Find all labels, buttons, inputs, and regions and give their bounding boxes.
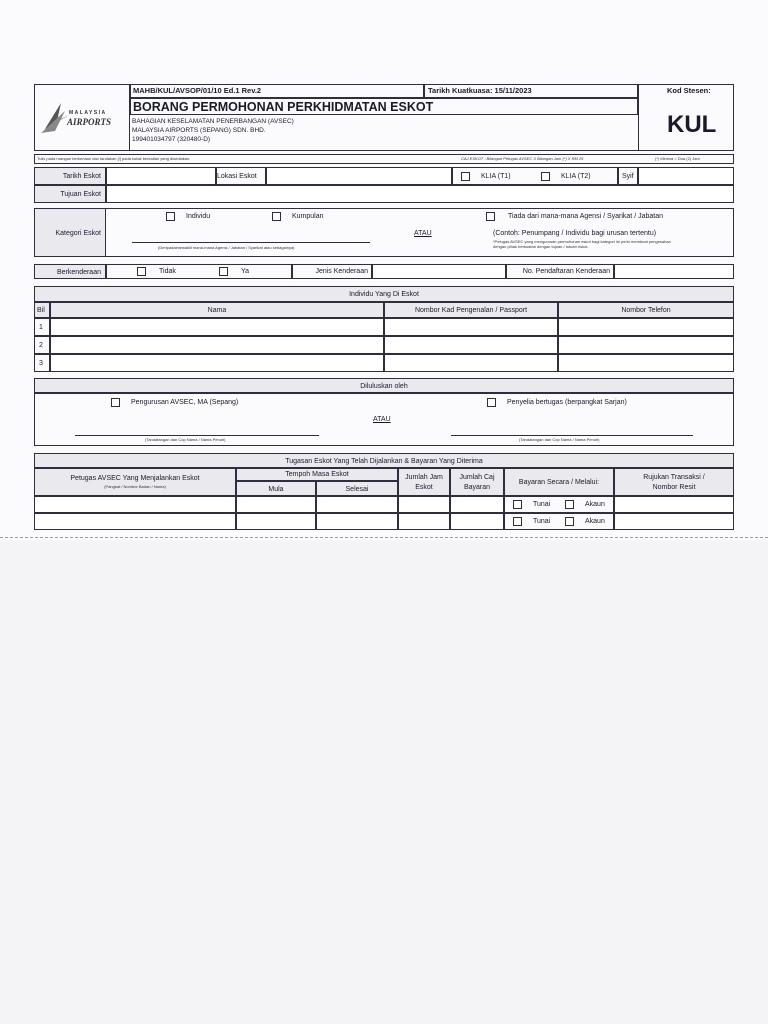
exec-row-2-caj-field[interactable] bbox=[450, 513, 504, 530]
col-jumlah-caj-2: Bayaran bbox=[463, 484, 491, 491]
exec-row-1-tunai-checkbox[interactable] bbox=[513, 500, 522, 509]
no-pendaftaran-label-cell bbox=[506, 264, 614, 279]
exec-row-2-selesai-field[interactable] bbox=[316, 513, 398, 530]
exec-row-1-petugas-field[interactable] bbox=[34, 496, 236, 513]
klia-t1-checkbox[interactable] bbox=[461, 172, 470, 181]
col-selesai-label: Selesai bbox=[345, 486, 369, 493]
signature-line-right[interactable] bbox=[451, 435, 693, 436]
execution-title: Tugasan Eskot Yang Telah Dijalankan & Bayaran Yang Diterima bbox=[285, 458, 483, 465]
col-jumlah-jam bbox=[398, 468, 450, 496]
no-agency-label: Tiada dari mana-mana Agensi / Syarikat / Jabatan bbox=[508, 213, 663, 220]
col-nama-label: Nama bbox=[207, 307, 227, 314]
exec-row-2-mula-field[interactable] bbox=[236, 513, 316, 530]
exec-row-2-rujukan-field[interactable] bbox=[614, 513, 734, 530]
approval-title: Diluluskan oleh bbox=[360, 383, 408, 390]
no-agency-note-2: dengan pihak berkuatan dengan tujuan / tutuan eskot. bbox=[493, 244, 589, 249]
kategori-eskot-label: Kategori Eskot bbox=[55, 230, 101, 237]
individu-label: Individu bbox=[186, 213, 211, 220]
persons-table-title-cell bbox=[34, 286, 734, 302]
kumpulan-checkbox[interactable] bbox=[272, 212, 281, 221]
kategori-eskot-label-cell bbox=[34, 208, 106, 257]
klia-t1-label: KLIA (T1) bbox=[481, 173, 511, 180]
terminal-cell bbox=[452, 167, 618, 185]
station-label: Kod Stesen: bbox=[667, 86, 711, 95]
col-mula bbox=[236, 481, 316, 496]
atau-category: ATAU bbox=[414, 230, 432, 237]
avsec-management-checkbox[interactable] bbox=[111, 398, 120, 407]
doc-ref: MAHB/KUL/AVSOP/01/10 Ed.1 Rev.2 bbox=[133, 86, 262, 95]
tidak-label: Tidak bbox=[159, 268, 176, 275]
effective-date-cell bbox=[424, 84, 638, 98]
col-bayaran-label: Bayaran Secara / Melalui: bbox=[518, 479, 600, 486]
col-rujukan-1: Rujukan Transaksi / bbox=[643, 474, 705, 481]
signature-line-left[interactable] bbox=[75, 435, 319, 436]
row-number: 1 bbox=[39, 324, 43, 331]
exec-row-1-caj-field[interactable] bbox=[450, 496, 504, 513]
department-cell bbox=[130, 115, 638, 151]
exec-row-1-mula-field[interactable] bbox=[236, 496, 316, 513]
row-number: 2 bbox=[39, 342, 43, 349]
col-mula-label: Mula bbox=[268, 486, 284, 493]
exec-row-1-rujukan-field[interactable] bbox=[614, 496, 734, 513]
department-name: BAHAGIAN KESELAMATAN PENERBANGAN (AVSEC) bbox=[132, 118, 294, 125]
persons-table-title: Individu Yang Di Eskot bbox=[349, 291, 419, 298]
tarikh-eskot-label-cell bbox=[34, 167, 106, 185]
execution-title-cell bbox=[34, 453, 734, 468]
table-row-bil bbox=[34, 318, 50, 336]
col-petugas-sub: (Pangkat / Nombor Badan / Nama) bbox=[104, 484, 166, 489]
charge-formula: CAJ ESKOT : Bilangan Petugas AVSEC X Bilangan Jam (*) X RM 25 bbox=[461, 156, 584, 161]
exec-row-1-bayaran bbox=[504, 496, 614, 513]
row-2-tel-field[interactable] bbox=[558, 336, 734, 354]
syif-field[interactable] bbox=[638, 167, 734, 185]
kumpulan-label: Kumpulan bbox=[292, 213, 324, 220]
company-name: MALAYSIA AIRPORTS (SEPANG) SDN. BHD. bbox=[132, 127, 266, 134]
row-3-ic-field[interactable] bbox=[384, 354, 558, 372]
ya-checkbox[interactable] bbox=[219, 267, 228, 276]
effective-date: Tarikh Kuatkuasa: 15/11/2023 bbox=[428, 86, 532, 95]
agency-note: (Derlpadalmewakili mana-mana Agensi / Jabatan / Syarikat atau sebagainya) bbox=[158, 245, 295, 250]
tarikh-eskot-label: Tarikh Eskot bbox=[62, 173, 101, 180]
doc-ref-cell bbox=[130, 84, 424, 98]
approval-body bbox=[34, 393, 734, 446]
signature-caption-left: (Tandatangan dan Cop Nama / Nama Penuh) bbox=[145, 437, 226, 442]
minimum-hours-note: (*) Minima = Dua (2) Jam bbox=[655, 156, 700, 161]
row-2-nama-field[interactable] bbox=[50, 336, 384, 354]
col-ic bbox=[384, 302, 558, 318]
syif-label: Syif bbox=[622, 173, 634, 180]
page-tear-line bbox=[0, 537, 768, 538]
form-title-cell bbox=[130, 98, 638, 115]
no-pendaftaran-field[interactable] bbox=[614, 264, 734, 279]
instruction-text: Tulis pada ruangan berkenaan dan tandakan [/] pada kotak berkaitan yang disediakan. bbox=[37, 156, 191, 161]
col-bil-label: Bil bbox=[37, 307, 45, 314]
col-ic-label: Nombor Kad Pengenalan / Passport bbox=[414, 307, 528, 314]
agency-name-line[interactable] bbox=[132, 242, 370, 243]
klia-t2-label: KLIA (T2) bbox=[561, 173, 591, 180]
exec-row-2-bayaran bbox=[504, 513, 614, 530]
exec-row-2-petugas-field[interactable] bbox=[34, 513, 236, 530]
ya-label: Ya bbox=[241, 268, 250, 275]
row-1-ic-field[interactable] bbox=[384, 318, 558, 336]
supervisor-label: Penyelia bertugas (berpangkat Sarjan) bbox=[507, 399, 627, 406]
lokasi-eskot-label: Lokasi Eskot bbox=[217, 173, 257, 180]
table-row-bil bbox=[34, 354, 50, 372]
logo-cell bbox=[34, 84, 130, 151]
col-tempoh-label: Tempoh Masa Eskot bbox=[285, 471, 349, 478]
exec-row-1-jam-field[interactable] bbox=[398, 496, 450, 513]
logo-text-top: MALAYSIA bbox=[69, 110, 107, 116]
col-tel bbox=[558, 302, 734, 318]
row-number: 3 bbox=[39, 360, 43, 367]
klia-t2-checkbox[interactable] bbox=[541, 172, 550, 181]
row-1-tel-field[interactable] bbox=[558, 318, 734, 336]
lokasi-eskot-label-cell bbox=[216, 167, 266, 185]
station-code: KUL bbox=[667, 111, 717, 138]
tujuan-eskot-label: Tujuan Eskot bbox=[60, 191, 101, 198]
company-reg-no: 199401034797 (320480-D) bbox=[132, 136, 211, 143]
instruction-row bbox=[34, 154, 734, 164]
no-agency-checkbox[interactable] bbox=[486, 212, 495, 221]
col-petugas-label: Petugas AVSEC Yang Menjalankan Eskot bbox=[70, 475, 200, 482]
exec-row-2-jam-field[interactable] bbox=[398, 513, 450, 530]
col-rujukan bbox=[614, 468, 734, 496]
col-rujukan-2: Nombor Resit bbox=[652, 484, 696, 491]
row-3-nama-field[interactable] bbox=[50, 354, 384, 372]
exec-row-1-akaun-checkbox[interactable] bbox=[565, 500, 574, 509]
tujuan-eskot-field[interactable] bbox=[106, 185, 734, 203]
col-jumlah-caj-1: Jumlah Caj bbox=[459, 474, 495, 481]
exec-row-2-akaun-checkbox[interactable] bbox=[565, 517, 574, 526]
exec-row-1-akaun-label: Akaun bbox=[585, 501, 605, 508]
col-nama bbox=[50, 302, 384, 318]
exec-row-2-tunai-label: Tunai bbox=[533, 518, 551, 525]
tarikh-eskot-field[interactable] bbox=[106, 167, 216, 185]
col-selesai bbox=[316, 481, 398, 496]
no-agency-example: (Contoh: Penumpang / Individu bagi urusan tertentu) bbox=[493, 230, 657, 237]
table-row-bil bbox=[34, 336, 50, 354]
exec-row-1-selesai-field[interactable] bbox=[316, 496, 398, 513]
jenis-kenderaan-label-cell bbox=[292, 264, 372, 279]
jenis-kenderaan-field[interactable] bbox=[372, 264, 506, 279]
exec-row-2-tunai-checkbox[interactable] bbox=[513, 517, 522, 526]
form-title: BORANG PERMOHONAN PERKHIDMATAN ESKOT bbox=[133, 100, 434, 114]
col-tempoh bbox=[236, 468, 398, 481]
berkenderaan-label-cell bbox=[34, 264, 106, 279]
berkenderaan-options bbox=[106, 264, 292, 279]
tujuan-eskot-label-cell bbox=[34, 185, 106, 203]
row-3-tel-field[interactable] bbox=[558, 354, 734, 372]
logo-text-bottom: AIRPORTS bbox=[67, 117, 112, 127]
avsec-management-label: Pengurusan AVSEC, MA (Sepang) bbox=[131, 399, 239, 406]
signature-caption-right: (Tandatangan dan Cop Nama / Nama Penuh) bbox=[519, 437, 600, 442]
row-2-ic-field[interactable] bbox=[384, 336, 558, 354]
lokasi-eskot-field[interactable] bbox=[266, 167, 452, 185]
approval-title-cell bbox=[34, 378, 734, 393]
col-tel-label: Nombor Telefon bbox=[621, 307, 671, 314]
col-bil bbox=[34, 302, 50, 318]
jenis-kenderaan-label: Jenis Kenderaan bbox=[315, 268, 368, 275]
tidak-checkbox[interactable] bbox=[137, 267, 146, 276]
exec-row-1-tunai-label: Tunai bbox=[533, 501, 551, 508]
supervisor-checkbox[interactable] bbox=[487, 398, 496, 407]
col-jumlah-jam-2: Eskot bbox=[415, 484, 433, 491]
row-1-nama-field[interactable] bbox=[50, 318, 384, 336]
station-code-cell bbox=[638, 84, 734, 151]
col-jumlah-jam-1: Jumlah Jam bbox=[405, 474, 443, 481]
exec-row-2-akaun-label: Akaun bbox=[585, 518, 605, 525]
no-agency-note-1: *Petugas AVSEC yang mengurusan permohonan eskot bagi kategori ini perlu membuat pengesahan bbox=[493, 239, 671, 244]
col-bayaran bbox=[504, 468, 614, 496]
no-pendaftaran-label: No. Pendaftaran Kenderaan bbox=[522, 268, 610, 275]
atau-approval: ATAU bbox=[373, 416, 391, 423]
syif-label-cell bbox=[618, 167, 638, 185]
col-jumlah-caj bbox=[450, 468, 504, 496]
berkenderaan-label: Berkenderaan bbox=[57, 269, 101, 276]
individu-checkbox[interactable] bbox=[166, 212, 175, 221]
col-petugas bbox=[34, 468, 236, 496]
